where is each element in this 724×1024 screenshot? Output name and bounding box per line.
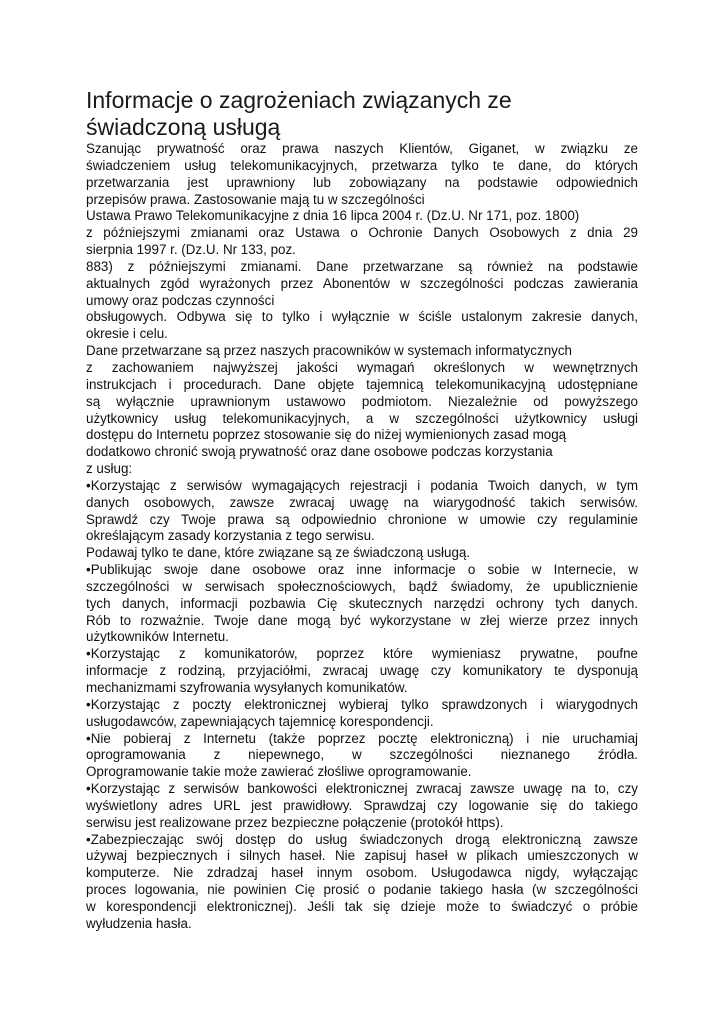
body-line: użytkownicy usług telekomunikacyjnych, a w szczególności użytkownicy usługi — [86, 410, 638, 426]
body-line: szczególności w serwisach społecznościowych, bądź świadomy, że upublicznienie — [86, 578, 638, 594]
body-line: aktualnych zgód wyrażonych przez Abonentów w szczególności podczas zawierania — [86, 275, 638, 291]
body-line: usługodawców, zapewniających tajemnicę korespondencji. — [86, 713, 434, 729]
title-line: świadczoną usługą — [86, 114, 281, 140]
body-line: dostępu do Internetu poprzez stosowanie się do niżej wymienionych zasad mogą — [86, 427, 567, 443]
body-line: •Nie pobieraj z Internetu (także poprzez pocztę elektroniczną) i nie uruchamiaj — [86, 730, 638, 746]
body-line: •Publikując swoje dane osobowe oraz inne informacje o sobie w Internecie, w — [86, 562, 638, 578]
body-line: informacje z rodziną, przyjaciółmi, zwracaj uwagę czy komunikatory te dysponują — [86, 663, 638, 679]
body-line: wyświetlony adres URL jest prawidłowy. Sprawdzaj czy logowanie się do takiego — [86, 797, 638, 813]
body-line: Podawaj tylko te dane, które związane są ze świadczoną usługą. — [86, 545, 471, 561]
body-line: określającym zasady korzystania z tego serwisu. — [86, 528, 375, 544]
body-line: •Zabezpieczając swój dostęp do usług świadczonych drogą elektroniczną zawsze — [86, 831, 638, 847]
title-line: Informacje o zagrożeniach związanych ze — [86, 87, 512, 113]
body-line: świadczeniem usług telekomunikacyjnych, przetwarza tylko te dane, do których — [86, 157, 638, 173]
body-line: używaj bezpiecznych i silnych haseł. Nie zapisuj haseł w plikach umieszczonych w — [86, 848, 638, 864]
body-line: z późniejszymi zmianami oraz Ustawa o Ochronie Danych Osobowych z dnia 29 — [86, 225, 638, 241]
body-line: Dane przetwarzane są przez naszych pracowników w systemach informatycznych — [86, 343, 572, 359]
body-line: instrukcjach i procedurach. Dane objęte tajemnicą telekomunikacyjną udostępniane — [86, 376, 638, 392]
body-line: danych osobowych, zawsze zwracaj uwagę na wiarygodność takich serwisów. — [86, 494, 638, 510]
body-line: •Korzystając z komunikatorów, poprzez które wymieniasz prywatne, poufne — [86, 646, 638, 662]
page-title — [86, 87, 638, 141]
body-line: Szanując prywatność oraz prawa naszych Klientów, Giganet, w związku ze — [86, 141, 638, 156]
body-line: w korespondencji elektronicznej). Jeśli tak się dzieje może to świadczyć o próbie — [86, 898, 638, 914]
body-line: użytkowników Internetu. — [86, 629, 229, 645]
document-page — [86, 87, 638, 933]
body-line: oprogramowania z niepewnego, w szczególności nieznanego źródła. — [86, 747, 638, 763]
body-line: dodatkowo chronić swoją prywatność oraz dane osobowe podczas korzystania — [86, 444, 553, 460]
body-line: proces logowania, nie powinien Cię prosić o podanie takiego hasła (w szczególności — [86, 882, 638, 898]
body-line: wyłudzenia hasła. — [86, 915, 192, 931]
body-line: serwisu jest realizowane przez bezpieczne połączenie (protokół https). — [86, 814, 504, 830]
body-line: są wyłącznie uprawnionym ustawowo podmiotom. Niezależnie od powyższego — [86, 393, 638, 409]
body-line: obsługowych. Odbywa się to tylko i wyłącznie w ściśle ustalonym zakresie danych, — [86, 309, 638, 325]
body-line: Ustawa Prawo Telekomunikacyjne z dnia 16 lipca 2004 r. (Dz.U. Nr 171, poz. 1800) — [86, 208, 580, 224]
body-line: tych danych, informacji pozbawia Cię skutecznych narzędzi ochrony tych danych. — [86, 595, 638, 611]
body-text — [86, 141, 638, 933]
body-line: sierpnia 1997 r. (Dz.U. Nr 133, poz. — [86, 242, 296, 258]
body-line: •Korzystając z poczty elektronicznej wybieraj tylko sprawdzonych i wiarygodnych — [86, 696, 638, 712]
body-line: przepisów prawa. Zastosowanie mają tu w szczególności — [86, 191, 425, 207]
body-line: Sprawdź czy Twoje prawa są odpowiednio chronione w umowie czy regulaminie — [86, 511, 638, 527]
body-line: z zachowaniem najwyższej jakości wymagań określonych w wewnętrznych — [86, 359, 638, 375]
body-line: mechanizmami szyfrowania wysyłanych komunikatów. — [86, 680, 408, 695]
body-line: •Korzystając z serwisów wymagających rejestracji i podania Twoich danych, w tym — [86, 477, 638, 493]
body-line: komputerze. Nie zdradzaj haseł innym osobom. Usługodawca nigdy, wyłączając — [86, 865, 638, 881]
body-line: okresie i celu. — [86, 326, 168, 342]
body-line: przetwarzania jest uprawniony lub zobowiązany na podstawie odpowiednich — [86, 174, 638, 190]
body-line: umowy oraz podczas czynności — [86, 292, 275, 308]
body-line: z usług: — [86, 461, 133, 477]
body-line: •Korzystając z serwisów bankowości elektronicznej zwracaj zawsze uwagę na to, czy — [86, 781, 638, 797]
body-line: 883) z późniejszymi zmianami. Dane przetwarzane są również na podstawie — [86, 258, 638, 274]
body-line: Oprogramowanie takie może zawierać złośliwe oprogramowanie. — [86, 764, 472, 780]
body-line: Rób to rozważnie. Twoje dane mogą być wykorzystane w złej wierze przez innych — [86, 612, 638, 628]
